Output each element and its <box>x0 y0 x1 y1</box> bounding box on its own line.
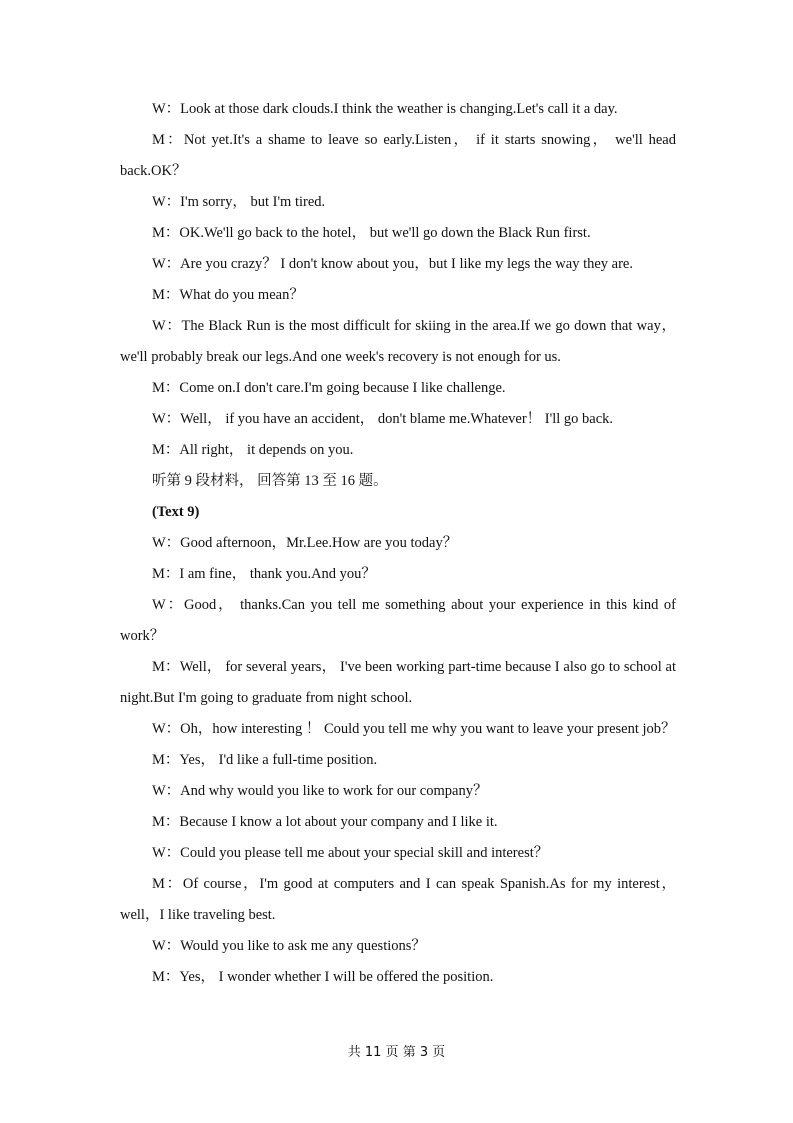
page-footer: 共 11 页 第 3 页 <box>347 1045 446 1060</box>
dialogue-line: W：I'm sorry， but I'm tired. <box>152 194 326 210</box>
dialogue-line: M：Yes， I'd like a full-time position. <box>152 752 378 768</box>
dialogue-line: W：The Black Run is the most difficult for skiing in the area.If we go down that way， we'll probably break our legs.And one week's recovery is not enough for us. <box>120 318 676 365</box>
dialogue-line: W：Well， if you have an accident， don't blame me.Whatever！ I'll go back. <box>152 411 614 427</box>
dialogue-line: W：And why would you like to work for our company？ <box>152 783 488 799</box>
dialogue-line: M：Well， for several years， I've been working part-time because I also go to school at night.But I'm going to graduate from night school. <box>120 659 676 706</box>
dialogue-line: M：Not yet.It's a shame to leave so early.Listen， if it starts snowing， we'll head back.OK？ <box>120 132 676 179</box>
dialogue-line: W：Good， thanks.Can you tell me something about your experience in this kind of work？ <box>120 597 676 644</box>
transcript-body <box>120 94 676 993</box>
dialogue-line: W：Look at those dark clouds.I think the weather is changing.Let's call it a day. <box>152 101 618 117</box>
section-title: (Text 9) <box>152 504 200 520</box>
dialogue-line: M：Of course，I'm good at computers and I can speak Spanish.As for my interest， well，I like traveling best. <box>120 876 676 923</box>
dialogue-line: M：What do you mean？ <box>152 287 304 303</box>
dialogue-line: M：Because I know a lot about your company and I like it. <box>152 814 498 830</box>
dialogue-line: M：Come on.I don't care.I'm going because I like challenge. <box>152 380 506 396</box>
dialogue-line: W：Would you like to ask me any questions？ <box>152 938 426 954</box>
dialogue-line: W：Oh，how interesting ！ Could you tell me why you want to leave your present job？ <box>152 721 676 737</box>
section-instruction: 听第 9 段材料， 回答第 13 至 16 题。 <box>152 473 388 489</box>
dialogue-line: M：Yes， I wonder whether I will be offered the position. <box>152 969 494 985</box>
dialogue-line: W：Good afternoon，Mr.Lee.How are you today？ <box>152 535 458 551</box>
dialogue-line: M：I am fine， thank you.And you？ <box>152 566 376 582</box>
dialogue-line: M：All right， it depends on you. <box>152 442 354 458</box>
dialogue-line: W：Are you crazy？ I don't know about you，but I like my legs the way they are. <box>152 256 633 272</box>
dialogue-line: M：OK.We'll go back to the hotel， but we'll go down the Black Run first. <box>152 225 591 241</box>
dialogue-line: W：Could you please tell me about your special skill and interest？ <box>152 845 549 861</box>
